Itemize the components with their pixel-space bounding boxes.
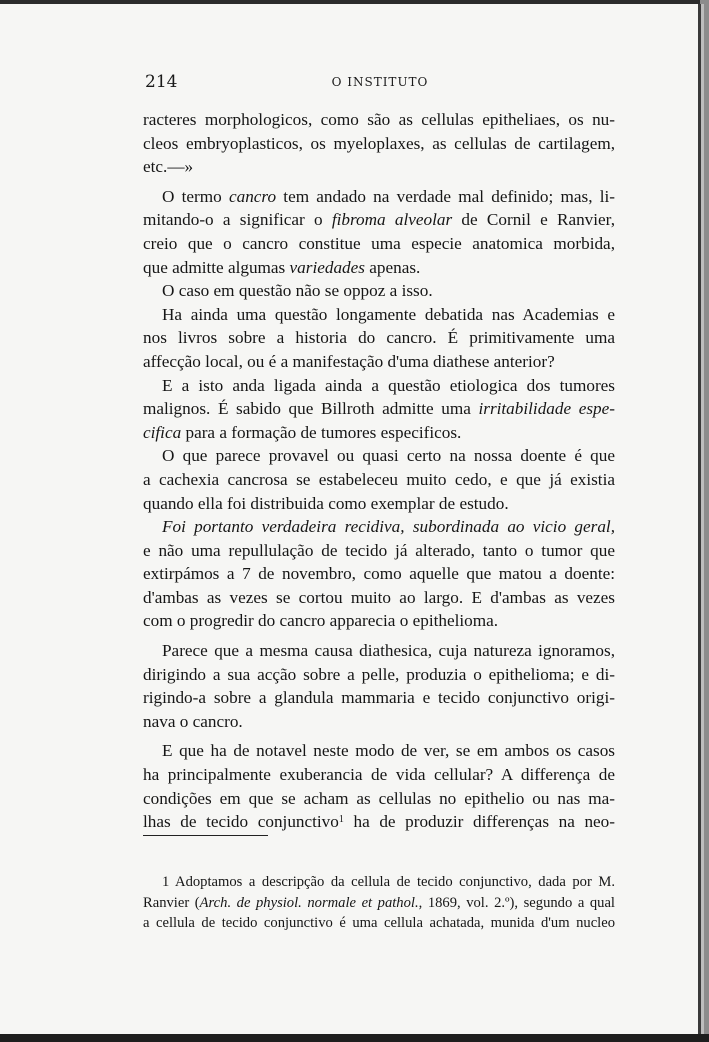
text-line [143,515,615,539]
scan-right-edge [700,0,709,1042]
text-line: affecção local, ou é a manifestação d'uma diathese anterior? [143,351,555,371]
text-line: creio que o cancro constitue uma especie anatomica morbida, [143,233,615,253]
text-line: dirigindo a sua acção sobre a pelle, produzia o epithelioma; e di- [143,664,615,684]
emphasis: variedades [289,257,365,277]
text-line: extirpámos a 7 de novembro, como aquelle que matou a doente: [143,564,615,584]
emphasis: cifica [143,422,182,442]
running-title: O INSTITUTO [331,75,429,89]
footnote [143,872,615,934]
text-line: que admitte algumas variedades apenas. [143,257,421,277]
footnote-divider [143,835,268,836]
text-line: cifica para a formação de tumores especificos. [143,422,462,442]
page-number: 214 [145,72,178,92]
footnote-line: 1 Adoptamos a descripção da cellula de tecido conjunctivo, dada por M. [162,874,615,890]
emphasis: Foi portanto verdadeira recidiva, subordinada ao vicio geral, [162,517,615,537]
text-line: E que ha de notavel neste modo de ver, se em ambos os casos [162,741,615,761]
text-line: rigindo-a sobre a glandula mammaria e tecido conjunctivo origi- [143,688,615,708]
emphasis: cancro [228,186,277,206]
text-line: O que parece provavel ou quasi certo na nossa doente é que [162,446,615,466]
text-line: nava o cancro. [143,711,243,731]
text-line: mitando-o a significar o fibroma alveolar de Cornil e Ranvier, [143,210,616,230]
text-line: ha principalmente exuberancia de vida cellular? A differença de [143,765,615,785]
text-line: Ha ainda uma questão longamente debatida nas Academias e [162,304,615,324]
text-line: a cachexia cancrosa se estabeleceu muito cedo, e que já existia [143,469,615,489]
emphasis: fibroma alveolar [331,210,453,230]
footnote-ref: 1 [338,814,344,826]
page-header [145,72,615,96]
body-text [143,108,615,834]
text-line: com o progredir do cancro apparecia o epithelioma. [143,611,499,631]
text-line: etc.—» [143,157,194,177]
text-line: cleos embryoplasticos, os myeloplaxes, as cellulas de cartilagem, [143,133,615,153]
text-line: Parece que a mesma causa diathesica, cuja natureza ignoramos, [162,641,615,661]
emphasis: irritabilidade espe- [478,399,615,419]
footnote-line: a cellula de tecido conjunctivo é uma cellula achatada, munida d'um nucleo [143,915,615,931]
scan-bottom-edge [0,1034,709,1042]
text-line: O caso em questão não se oppoz a isso. [162,281,433,301]
text-line: malignos. É sabido que Billroth admitte uma irritabilidade espe- [143,399,615,419]
text-line: condições em que se acham as cellulas no epithelio ou nas ma- [143,788,615,808]
text-line: quando ella foi distribuida como exemplar de estudo. [143,493,509,513]
text-line: nos livros sobre a historia do cancro. É primitivamente uma [143,328,615,348]
text-line: O termo cancro tem andado na verdade mal definido; mas, li- [162,186,615,206]
text-line: lhas de tecido conjunctivo$^1$ ha de produzir differenças na neo- [143,812,615,832]
text-line: e não uma repullulação de tecido já alterado, tanto o tumor que [143,540,615,560]
emphasis: Arch. de physiol. normale et pathol. [199,894,419,911]
text-line: E a isto anda ligada ainda a questão etiologica dos tumores [162,375,615,395]
footnote-line: Ranvier (Arch. de physiol. normale et pathol., 1869, vol. 2.º), segundo a qual [143,894,615,911]
text-line: d'ambas as vezes se cortou muito ao largo. E d'ambas as vezes [143,587,615,607]
text-line: racteres morphologicos, como são as cellulas epitheliaes, os nu- [143,110,615,129]
